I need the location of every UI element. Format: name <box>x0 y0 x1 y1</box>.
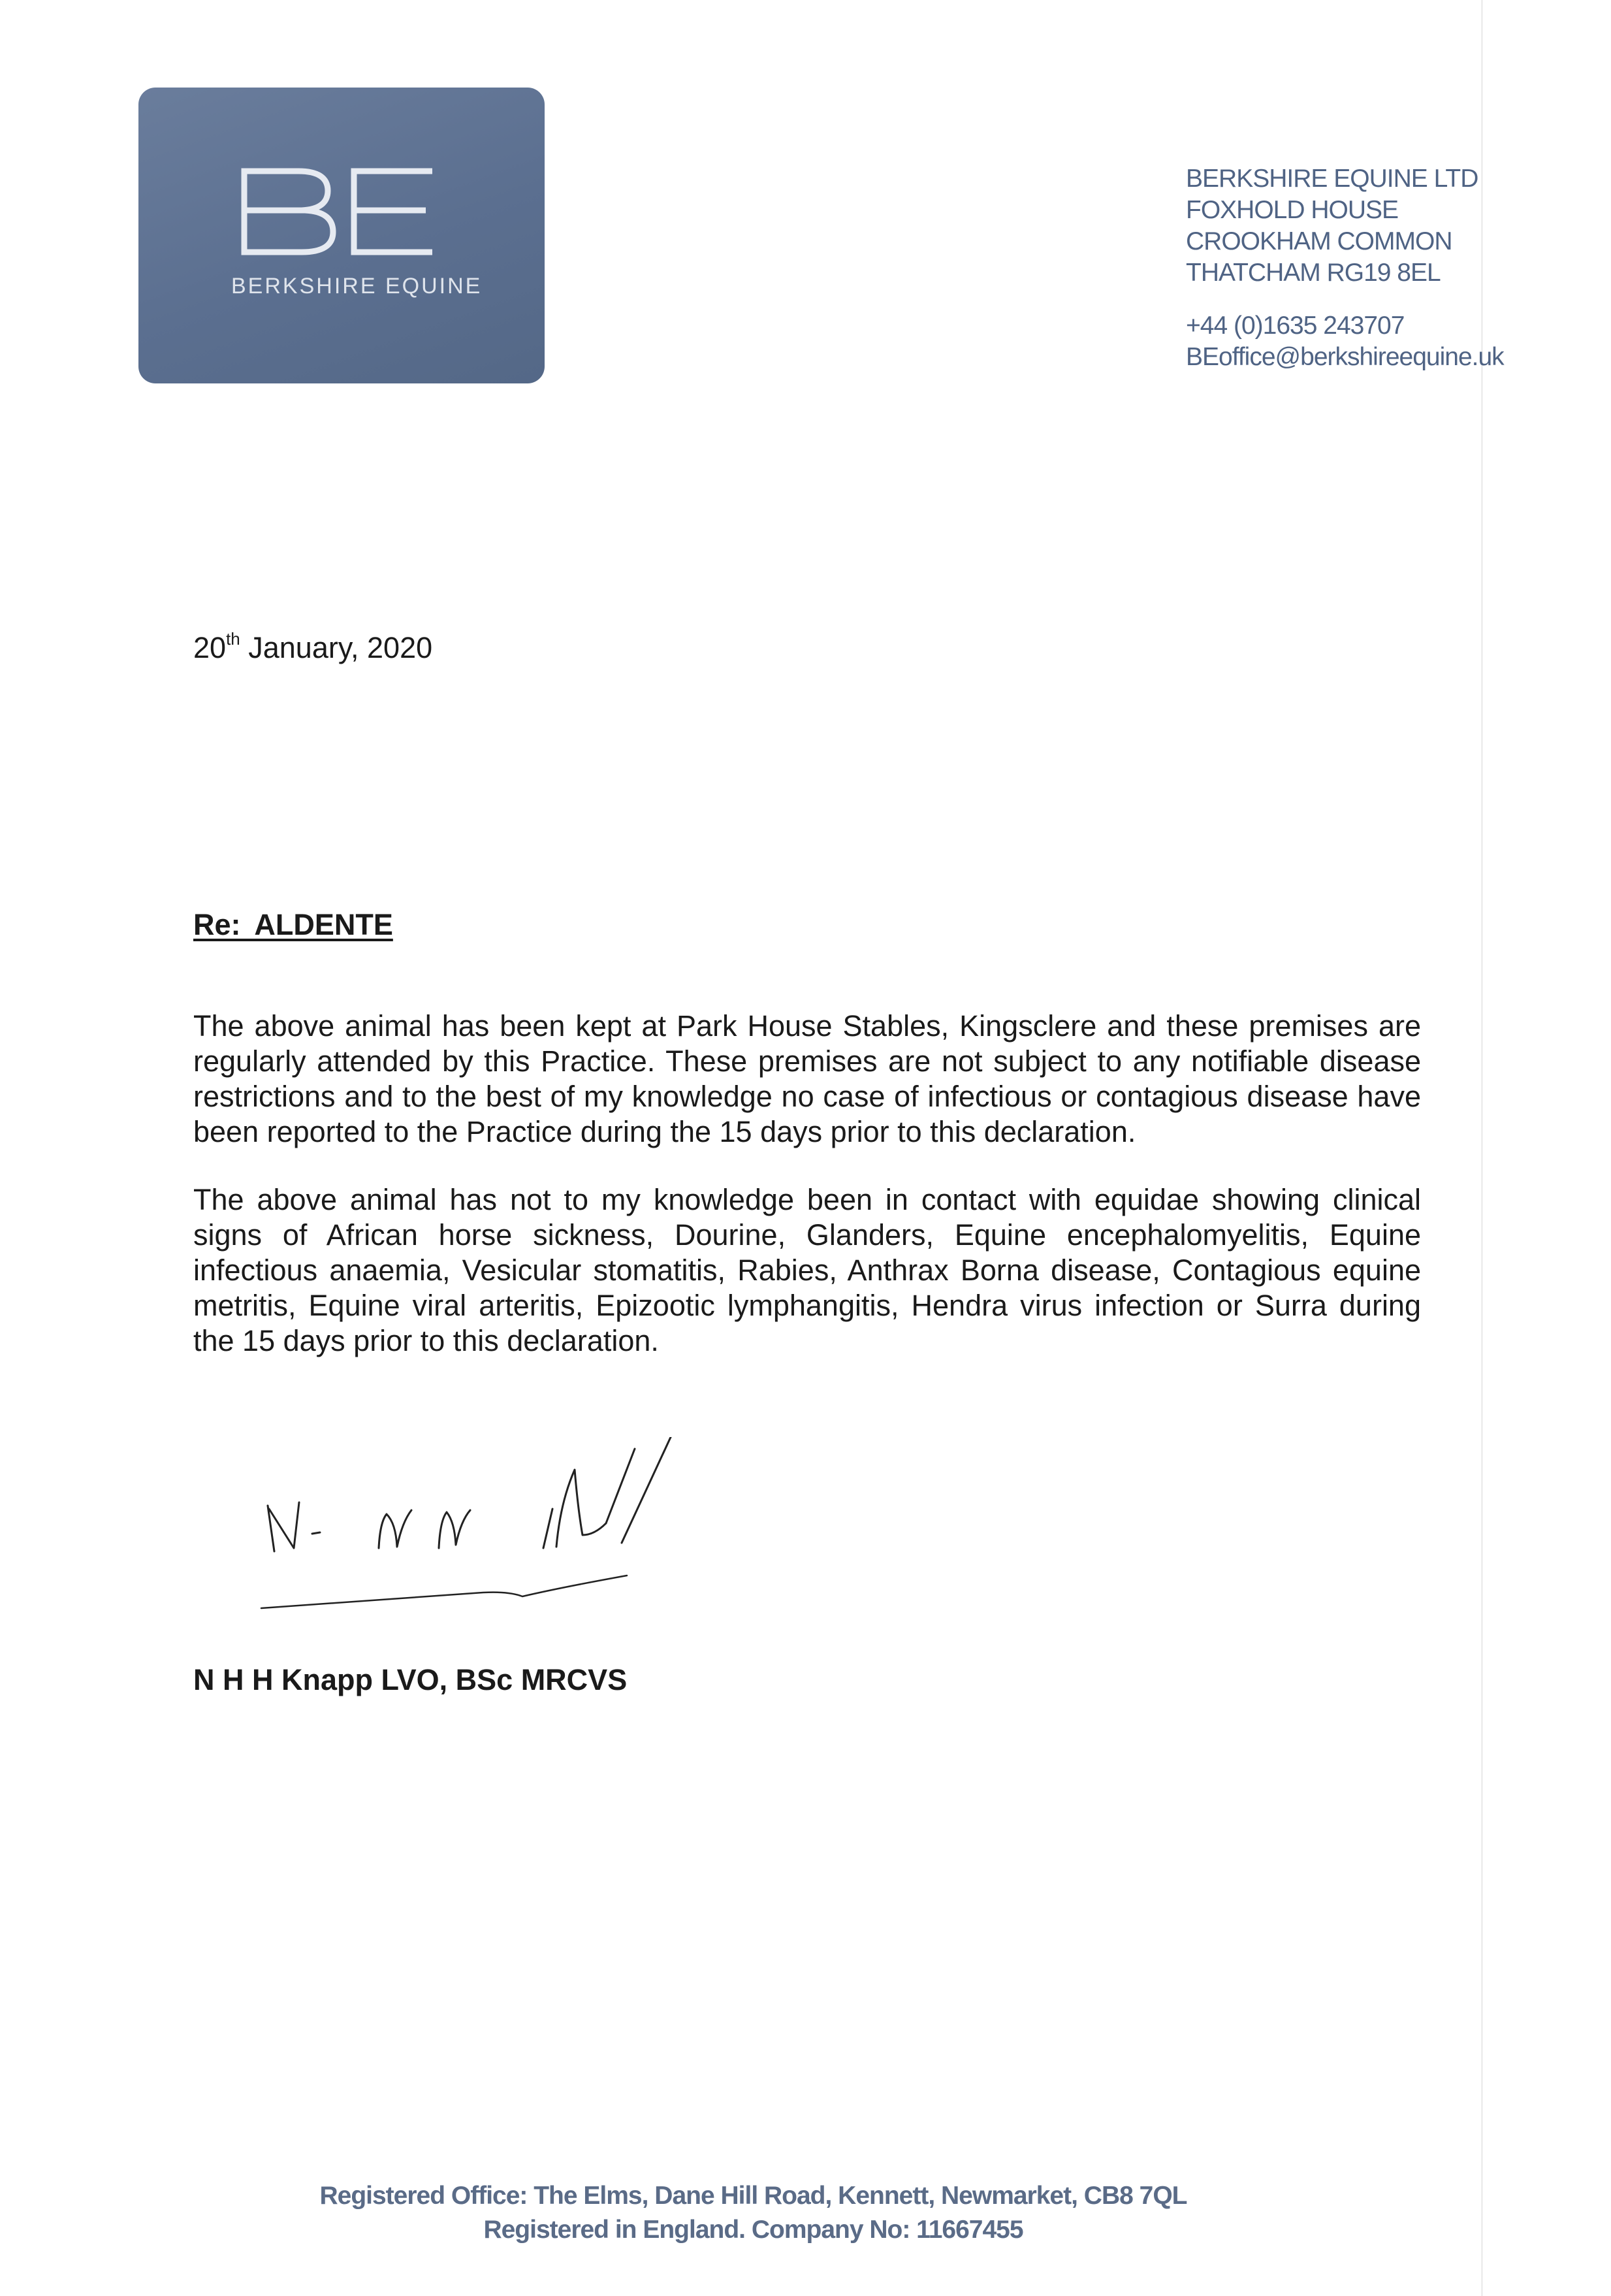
paragraph-line: infectious anaemia, Vesicular stomatitis, Rabies, Anthrax Borna disease, Contagious equine <box>193 1253 1421 1287</box>
date-suffix: th <box>226 629 240 649</box>
paragraph-line: metritis, Equine viral arteritis, Epizootic lymphangitis, Hendra virus infection or Surra during <box>193 1289 1421 1322</box>
address-line-3: THATCHAM RG19 8EL <box>1186 259 1441 287</box>
paragraph-line: The above animal has been kept at Park House Stables, Kingsclere and these premises are <box>193 1009 1421 1043</box>
date-rest: January, 2020 <box>240 631 433 664</box>
paragraph-line: The above animal has not to my knowledge been in contact with equidae showing clinical <box>193 1183 1421 1216</box>
paragraph-line: the 15 days prior to this declaration. <box>193 1324 659 1357</box>
address-phone: +44 (0)1635 243707 <box>1186 312 1405 340</box>
paragraph-line: restrictions and to the best of my knowledge no case of infectious or contagious disease have <box>193 1080 1421 1113</box>
logo-be-mark <box>236 166 445 257</box>
paragraph-2 <box>193 1182 1421 1359</box>
signatory-name: N H H Knapp LVO, BSc MRCVS <box>193 1663 628 1696</box>
letter-subject: Re: ALDENTE <box>193 908 393 941</box>
paragraph-1 <box>193 1009 1421 1150</box>
paragraph-line: been reported to the Practice during the 15 days prior to this declaration. <box>193 1115 1136 1148</box>
logo-company-name: BERKSHIRE EQUINE <box>231 274 483 299</box>
address-line-2: CROOKHAM COMMON <box>1186 227 1452 255</box>
footer-registered-office: Registered Office: The Elms, Dane Hill Road, Kennett, Newmarket, CB8 7QL <box>319 2182 1187 2210</box>
paragraph-line: signs of African horse sickness, Dourine, Glanders, Equine encephalomyelitis, Equine <box>193 1218 1421 1252</box>
company-logo <box>138 88 545 383</box>
paragraph-line: regularly attended by this Practice. These premises are not subject to any notifiable disease <box>193 1044 1421 1078</box>
date-day: 20 <box>193 631 227 664</box>
letter-date <box>193 631 432 665</box>
footer-company-number: Registered in England. Company No: 11667455 <box>483 2216 1023 2244</box>
address-company: BERKSHIRE EQUINE LTD <box>1186 165 1478 193</box>
company-address <box>1186 163 1504 373</box>
address-line-1: FOXHOLD HOUSE <box>1186 196 1399 224</box>
handwritten-signature <box>248 1437 744 1640</box>
address-email: BEoffice@berkshireequine.uk <box>1186 343 1504 371</box>
